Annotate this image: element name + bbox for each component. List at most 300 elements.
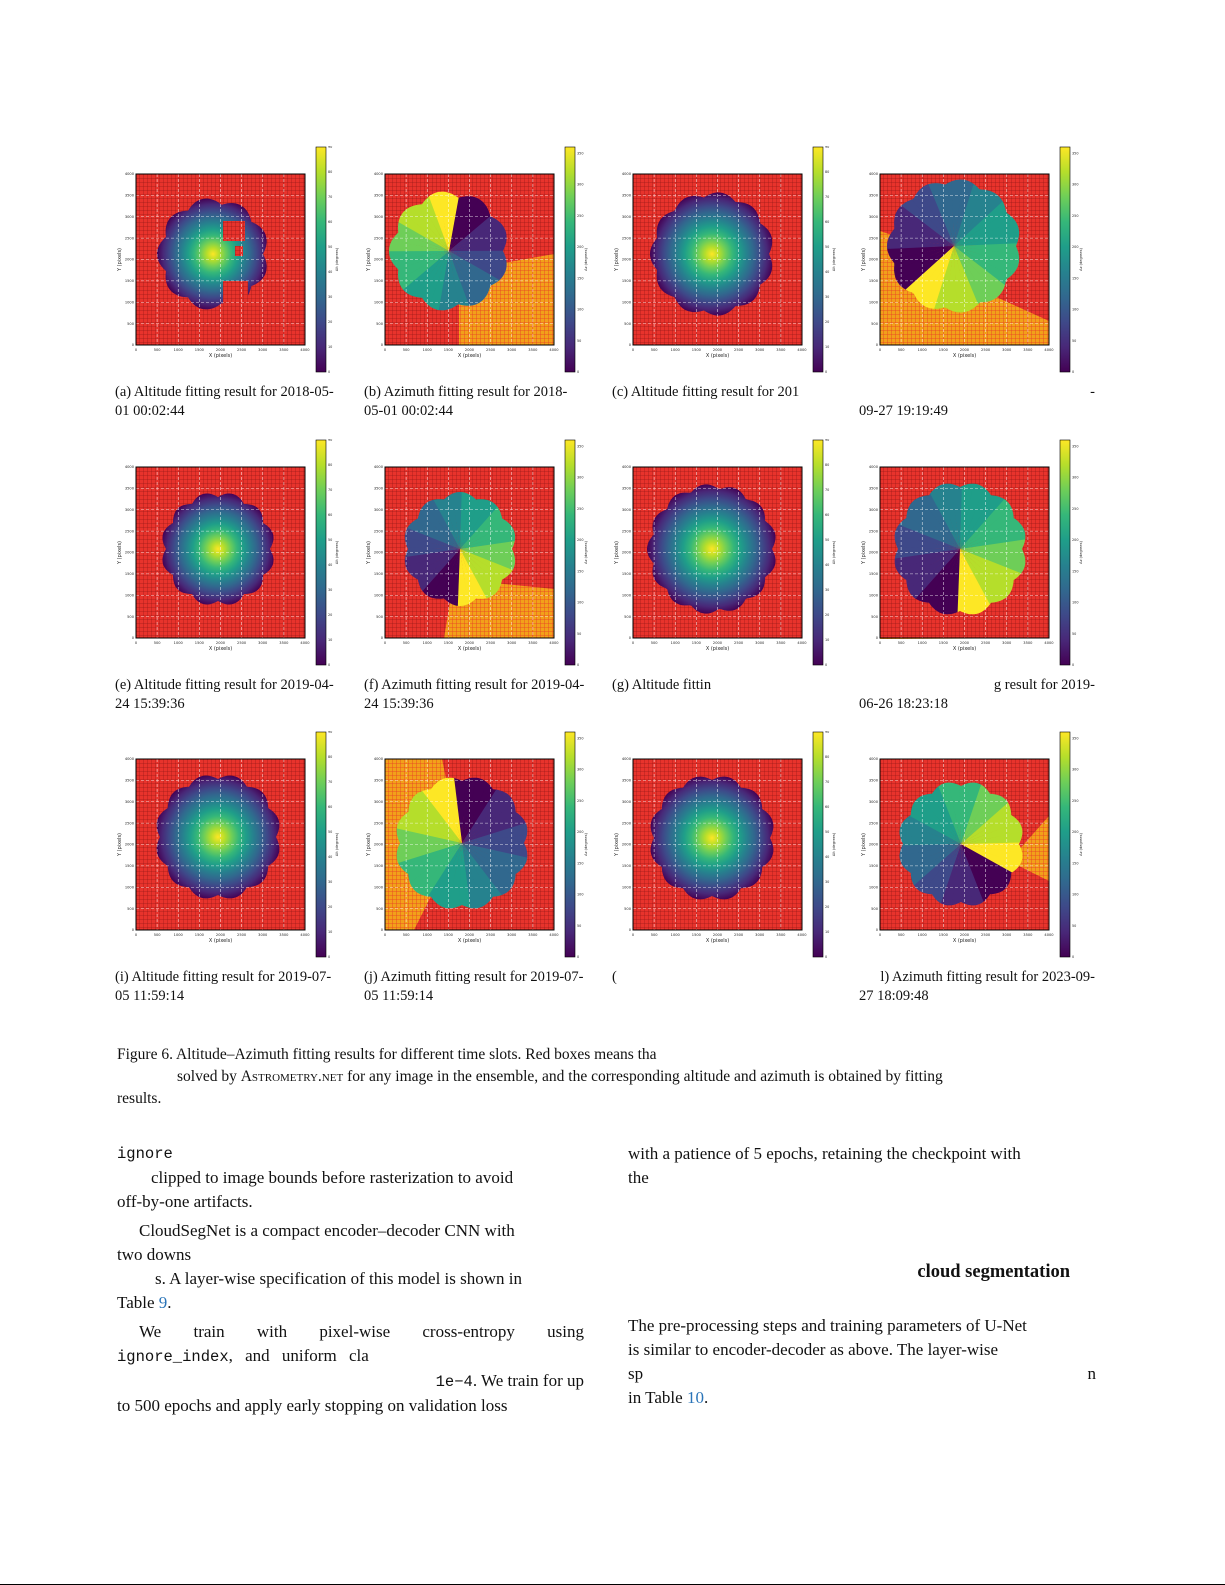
left-p3-line2-post: , and uniform cla xyxy=(228,1346,369,1365)
x-tick-label: 3000 xyxy=(507,348,517,352)
subcaption-c-line1: (c) Altitude fitting result for 201 xyxy=(612,384,800,400)
subcaption-l-line1: l) Azimuth fitting result for 2023-09- xyxy=(880,969,1095,985)
plot-svg-i xyxy=(115,731,355,961)
colorbar-tick-label: 40 xyxy=(328,270,333,275)
table-9-link[interactable]: 9 xyxy=(158,1293,168,1312)
left-p3-line4: to 500 epochs and apply early stopping on validation loss xyxy=(117,1396,508,1415)
y-tick-label: 1000 xyxy=(373,593,383,598)
plot-svg-l xyxy=(859,731,1099,961)
colorbar-label: Alt (degrees) xyxy=(335,247,339,272)
y-axis-label: Y (pixels) xyxy=(117,833,123,856)
learning-rate-math: 1e−4 xyxy=(435,1373,473,1391)
colorbar-tick-label: 350 xyxy=(1072,736,1079,741)
x-tick-label: 2000 xyxy=(215,933,226,937)
colorbar-tick-label: 200 xyxy=(1072,538,1079,543)
y-axis-label: Y (pixels) xyxy=(366,833,372,856)
y-axis-label: Y (pixels) xyxy=(117,541,123,564)
x-tick-label: 0 xyxy=(631,348,635,352)
colorbar-tick-label: 0 xyxy=(577,663,580,668)
y-tick-label: 500 xyxy=(376,906,383,911)
fitting-plot-d xyxy=(859,146,1099,376)
subcaption-j-line1: (j) Azimuth fitting result for 2019-07- xyxy=(364,969,584,985)
x-tick-label: 1000 xyxy=(422,348,432,352)
y-tick-label: 0 xyxy=(628,928,631,933)
y-tick-label: 500 xyxy=(871,906,878,911)
x-tick-label: 2500 xyxy=(734,641,744,645)
x-tick-label: 4000 xyxy=(797,641,807,645)
x-tick-label: 4000 xyxy=(300,933,310,937)
colorbar-tick-label: 0 xyxy=(825,663,828,668)
colorbar-c xyxy=(813,147,823,372)
subcaption-b xyxy=(364,383,600,421)
colorbar-tick-label: 40 xyxy=(825,855,830,860)
colorbar-label: Alt (degrees) xyxy=(832,247,836,272)
y-tick-label: 1500 xyxy=(373,864,383,869)
right-p2-line4 xyxy=(628,1386,1096,1410)
y-tick-label: 2500 xyxy=(868,821,878,826)
x-tick-label: 500 xyxy=(650,348,658,352)
x-tick-label: 3000 xyxy=(258,933,268,937)
y-tick-label: 2000 xyxy=(124,257,134,262)
colorbar-tick-label: 200 xyxy=(1072,245,1079,250)
colorbar-tick-label: 0 xyxy=(328,955,331,960)
y-tick-label: 2000 xyxy=(373,842,383,847)
x-tick-label: 3000 xyxy=(755,933,765,937)
colorbar-tick-label: 300 xyxy=(577,182,584,187)
colorbar-label: Alt (degrees) xyxy=(335,832,339,857)
colorbar-tick-label: 100 xyxy=(1072,600,1079,605)
x-tick-label: 2000 xyxy=(959,933,970,937)
subcaption-i-line1: (i) Altitude fitting result for 2019-07- xyxy=(115,969,332,985)
x-tick-label: 2000 xyxy=(959,641,970,645)
x-tick-label: 500 xyxy=(897,348,905,352)
colorbar-a xyxy=(316,147,326,372)
y-tick-label: 2000 xyxy=(868,257,878,262)
x-tick-label: 4000 xyxy=(797,933,807,937)
colorbar-tick-label: 90 xyxy=(825,731,830,735)
x-tick-label: 4000 xyxy=(549,933,559,937)
x-tick-label: 0 xyxy=(878,348,882,352)
x-axis-label: X (pixels) xyxy=(705,938,730,944)
x-tick-label: 3000 xyxy=(1002,641,1012,645)
colorbar-tick-label: 350 xyxy=(577,736,584,741)
y-tick-label: 500 xyxy=(127,614,134,619)
left-p2-line3: s. A layer-wise specification of this model is shown in xyxy=(155,1269,522,1288)
colorbar-tick-label: 30 xyxy=(328,295,333,300)
y-axis-label: Y (pixels) xyxy=(861,248,867,271)
y-tick-label: 1500 xyxy=(373,572,383,577)
x-tick-label: 3500 xyxy=(528,933,538,937)
x-axis-label: X (pixels) xyxy=(457,938,482,944)
y-tick-label: 500 xyxy=(624,614,631,619)
y-tick-label: 0 xyxy=(380,636,383,641)
x-axis-label: X (pixels) xyxy=(952,353,977,359)
colorbar-j xyxy=(565,732,575,957)
colorbar-tick-label: 10 xyxy=(328,638,333,643)
subcaption-a xyxy=(115,383,351,421)
x-tick-label: 2000 xyxy=(712,348,723,352)
y-tick-label: 3000 xyxy=(373,214,383,219)
x-tick-label: 1500 xyxy=(938,641,948,645)
x-tick-label: 0 xyxy=(134,348,138,352)
plot-svg-c xyxy=(612,146,852,376)
colorbar-label: Az (degrees) xyxy=(584,541,588,564)
x-tick-label: 0 xyxy=(134,933,138,937)
colorbar-tick-label: 150 xyxy=(1072,569,1079,574)
y-tick-label: 2500 xyxy=(373,529,383,534)
y-tick-label: 0 xyxy=(131,343,134,348)
fitting-plot-k xyxy=(612,731,852,961)
colorbar-tick-label: 20 xyxy=(825,613,830,618)
x-tick-label: 2500 xyxy=(734,933,744,937)
y-axis-label: Y (pixels) xyxy=(366,248,372,271)
colorbar-tick-label: 150 xyxy=(577,569,584,574)
fitting-plot-c xyxy=(612,146,852,376)
y-tick-label: 3500 xyxy=(621,778,631,783)
x-tick-label: 3000 xyxy=(1002,348,1012,352)
y-tick-label: 2000 xyxy=(621,257,631,262)
x-tick-label: 2000 xyxy=(712,933,723,937)
colorbar-tick-label: 70 xyxy=(825,488,830,493)
colorbar-tick-label: 10 xyxy=(825,638,830,643)
colorbar-tick-label: 30 xyxy=(825,295,830,300)
table-10-link[interactable]: 10 xyxy=(686,1388,704,1407)
colorbar-tick-label: 40 xyxy=(328,855,333,860)
colorbar-tick-label: 50 xyxy=(328,245,333,250)
x-tick-label: 2000 xyxy=(215,348,226,352)
x-tick-label: 4000 xyxy=(549,641,559,645)
y-tick-label: 1000 xyxy=(373,300,383,305)
y-tick-label: 3000 xyxy=(621,799,631,804)
colorbar-tick-label: 40 xyxy=(825,563,830,568)
colorbar-tick-label: 50 xyxy=(825,830,830,835)
y-tick-label: 2000 xyxy=(868,842,878,847)
colorbar-tick-label: 80 xyxy=(825,170,830,175)
right-p2-line3-b: n xyxy=(1087,1364,1096,1383)
left-p1-line3: off-by-one artifacts. xyxy=(117,1192,253,1211)
colorbar-i xyxy=(316,732,326,957)
fitting-plot-a xyxy=(115,146,355,376)
right-p2-line4-pre: in Table xyxy=(628,1388,687,1407)
subcaption-d-line2: 09-27 19:19:49 xyxy=(859,403,949,419)
colorbar-tick-label: 100 xyxy=(577,600,584,605)
subcaption-k xyxy=(612,968,848,987)
figure-caption-pre: solved by xyxy=(177,1068,241,1085)
x-tick-label: 0 xyxy=(631,933,635,937)
left-p3-line3 xyxy=(117,1369,584,1394)
colorbar-tick-label: 50 xyxy=(328,538,333,543)
y-tick-label: 4000 xyxy=(373,465,383,470)
x-axis-label: X (pixels) xyxy=(457,646,482,652)
x-tick-label: 3500 xyxy=(776,641,786,645)
figure-caption-line3: results. xyxy=(117,1090,162,1107)
y-tick-label: 1500 xyxy=(621,572,631,577)
x-tick-label: 500 xyxy=(153,348,161,352)
altitude-blob-e xyxy=(163,494,274,605)
subcaption-j xyxy=(364,968,600,1006)
colorbar-tick-label: 30 xyxy=(328,588,333,593)
left-p1-line2: clipped to image bounds before rasterization to avoid xyxy=(151,1168,514,1187)
plot-svg-j xyxy=(364,731,604,961)
x-axis-label: X (pixels) xyxy=(705,353,730,359)
x-tick-label: 500 xyxy=(650,641,658,645)
right-p2-line1: The pre-processing steps and training parameters of U-Net xyxy=(628,1316,1027,1335)
x-tick-label: 3500 xyxy=(776,933,786,937)
y-tick-label: 2500 xyxy=(868,236,878,241)
colorbar-tick-label: 80 xyxy=(825,755,830,760)
y-tick-label: 4000 xyxy=(621,757,631,762)
y-tick-label: 0 xyxy=(131,928,134,933)
colorbar-tick-label: 350 xyxy=(577,151,584,156)
subcaption-h-line1: g result for 2019- xyxy=(993,677,1095,693)
y-tick-label: 1500 xyxy=(868,864,878,869)
fitting-plot-h xyxy=(859,439,1099,669)
y-tick-label: 1000 xyxy=(621,300,631,305)
x-tick-label: 4000 xyxy=(300,641,310,645)
x-tick-label: 3000 xyxy=(258,348,268,352)
y-tick-label: 4000 xyxy=(868,172,878,177)
plot-svg-h xyxy=(859,439,1099,669)
colorbar-tick-label: 20 xyxy=(825,905,830,910)
y-tick-label: 3000 xyxy=(124,799,134,804)
x-tick-label: 4000 xyxy=(1044,933,1054,937)
x-tick-label: 1500 xyxy=(194,641,204,645)
y-tick-label: 2000 xyxy=(621,550,631,555)
x-tick-label: 1000 xyxy=(670,933,680,937)
colorbar-tick-label: 30 xyxy=(328,880,333,885)
colorbar-tick-label: 50 xyxy=(577,338,582,343)
colorbar-tick-label: 350 xyxy=(1072,444,1079,449)
y-tick-label: 500 xyxy=(871,321,878,326)
x-tick-label: 500 xyxy=(153,933,161,937)
x-axis-label: X (pixels) xyxy=(208,938,233,944)
x-tick-label: 500 xyxy=(402,348,410,352)
colorbar-tick-label: 10 xyxy=(825,345,830,350)
colorbar-tick-label: 0 xyxy=(577,370,580,375)
y-tick-label: 3500 xyxy=(621,486,631,491)
y-tick-label: 1500 xyxy=(124,279,134,284)
y-tick-label: 2000 xyxy=(373,550,383,555)
x-tick-label: 3000 xyxy=(507,933,517,937)
y-tick-label: 3000 xyxy=(868,799,878,804)
y-axis-label: Y (pixels) xyxy=(614,833,620,856)
left-p3-line3-post: . We train for up xyxy=(472,1371,584,1390)
x-tick-label: 1500 xyxy=(194,348,204,352)
left-p2-line1: CloudSegNet is a compact encoder–decoder CNN with xyxy=(139,1221,515,1240)
ignore-index-code: ignore_index xyxy=(117,1348,229,1366)
colorbar-tick-label: 0 xyxy=(328,370,331,375)
x-tick-label: 2500 xyxy=(237,641,247,645)
colorbar-g xyxy=(813,440,823,665)
y-axis-label: Y (pixels) xyxy=(117,248,123,271)
x-tick-label: 3000 xyxy=(755,641,765,645)
y-tick-label: 4000 xyxy=(621,465,631,470)
x-tick-label: 2000 xyxy=(215,641,226,645)
colorbar-tick-label: 0 xyxy=(577,955,580,960)
y-tick-label: 1000 xyxy=(373,885,383,890)
y-tick-label: 500 xyxy=(871,614,878,619)
colorbar-label: Az (degrees) xyxy=(1079,248,1083,271)
x-axis-label: X (pixels) xyxy=(208,646,233,652)
figure-caption-line1: Figure 6. Altitude–Azimuth fitting results for different time slots. Red boxes means tha xyxy=(117,1046,657,1063)
subcaption-b-line1: (b) Azimuth fitting result for 2018- xyxy=(364,384,568,400)
colorbar-tick-label: 60 xyxy=(328,805,333,810)
x-tick-label: 1500 xyxy=(443,641,453,645)
x-tick-label: 2500 xyxy=(734,348,744,352)
y-tick-label: 2500 xyxy=(124,529,134,534)
y-tick-label: 4000 xyxy=(124,757,134,762)
y-tick-label: 3500 xyxy=(373,193,383,198)
left-p3-line2 xyxy=(117,1344,584,1369)
x-tick-label: 2500 xyxy=(486,933,496,937)
x-tick-label: 3500 xyxy=(279,641,289,645)
y-tick-label: 1500 xyxy=(124,864,134,869)
x-tick-label: 1500 xyxy=(691,641,701,645)
colorbar-tick-label: 250 xyxy=(1072,506,1079,511)
colorbar-tick-label: 150 xyxy=(1072,861,1079,866)
y-axis-label: Y (pixels) xyxy=(614,541,620,564)
subcaption-a-line1: (a) Altitude fitting result for 2018-05- xyxy=(115,384,334,400)
colorbar-tick-label: 90 xyxy=(328,731,333,735)
x-tick-label: 500 xyxy=(402,933,410,937)
y-tick-label: 4000 xyxy=(373,757,383,762)
y-tick-label: 4000 xyxy=(124,172,134,177)
x-tick-label: 0 xyxy=(878,641,882,645)
colorbar-tick-label: 100 xyxy=(577,307,584,312)
colorbar-tick-label: 50 xyxy=(825,538,830,543)
colorbar-tick-label: 90 xyxy=(328,146,333,150)
x-tick-label: 3500 xyxy=(528,348,538,352)
subcaption-f-line2: 24 15:39:36 xyxy=(364,696,434,712)
section-heading: cloud segmentation xyxy=(917,1262,1070,1282)
x-tick-label: 1000 xyxy=(670,641,680,645)
subcaption-l xyxy=(859,968,1095,1006)
colorbar-tick-label: 60 xyxy=(328,513,333,518)
y-tick-label: 2500 xyxy=(621,821,631,826)
right-p2-line3-a: sp xyxy=(628,1364,644,1383)
fitting-plot-g xyxy=(612,439,852,669)
x-tick-label: 1500 xyxy=(691,348,701,352)
y-tick-label: 0 xyxy=(875,636,878,641)
y-tick-label: 1000 xyxy=(868,300,878,305)
y-tick-label: 1500 xyxy=(621,279,631,284)
subcaption-k-line1: ( xyxy=(612,969,617,985)
y-tick-label: 1500 xyxy=(373,279,383,284)
colorbar-tick-label: 100 xyxy=(1072,307,1079,312)
colorbar-tick-label: 250 xyxy=(1072,798,1079,803)
figure-caption-line2 xyxy=(117,1066,1109,1088)
colorbar-label: Alt (degrees) xyxy=(335,540,339,565)
x-axis-label: X (pixels) xyxy=(457,353,482,359)
x-tick-label: 2000 xyxy=(959,348,970,352)
colorbar-tick-label: 150 xyxy=(577,861,584,866)
y-tick-label: 3000 xyxy=(868,214,878,219)
y-tick-label: 2000 xyxy=(373,257,383,262)
colorbar-tick-label: 90 xyxy=(328,439,333,443)
colorbar-tick-label: 150 xyxy=(1072,276,1079,281)
colorbar-tick-label: 100 xyxy=(577,892,584,897)
figure-caption xyxy=(117,1044,1109,1110)
colorbar-tick-label: 50 xyxy=(577,923,582,928)
subcaption-a-line2: 01 00:02:44 xyxy=(115,403,185,419)
y-tick-label: 3500 xyxy=(124,778,134,783)
y-tick-label: 0 xyxy=(875,928,878,933)
y-tick-label: 500 xyxy=(376,614,383,619)
left-p2-line4 xyxy=(117,1291,584,1315)
colorbar-tick-label: 80 xyxy=(328,170,333,175)
fitting-plot-f xyxy=(364,439,604,669)
y-tick-label: 3500 xyxy=(124,193,134,198)
colorbar-tick-label: 80 xyxy=(825,463,830,468)
x-tick-label: 0 xyxy=(383,641,387,645)
x-tick-label: 3500 xyxy=(279,348,289,352)
colorbar-f xyxy=(565,440,575,665)
y-tick-label: 2000 xyxy=(124,550,134,555)
y-tick-label: 2500 xyxy=(621,529,631,534)
colorbar-b xyxy=(565,147,575,372)
subcaption-f xyxy=(364,676,600,714)
colorbar-tick-label: 50 xyxy=(577,631,582,636)
y-tick-label: 0 xyxy=(380,928,383,933)
y-tick-label: 4000 xyxy=(373,172,383,177)
y-tick-label: 1000 xyxy=(621,885,631,890)
colorbar-tick-label: 250 xyxy=(1072,213,1079,218)
plot-svg-f xyxy=(364,439,604,669)
colorbar-tick-label: 50 xyxy=(1072,338,1077,343)
colorbar-tick-label: 0 xyxy=(825,370,828,375)
colorbar-tick-label: 350 xyxy=(577,444,584,449)
y-tick-label: 500 xyxy=(127,321,134,326)
subcaption-b-line2: 05-01 00:02:44 xyxy=(364,403,454,419)
plot-svg-g xyxy=(612,439,852,669)
y-tick-label: 3500 xyxy=(868,778,878,783)
x-tick-label: 4000 xyxy=(797,348,807,352)
y-tick-label: 500 xyxy=(624,906,631,911)
x-tick-label: 500 xyxy=(153,641,161,645)
subcaption-h-line2: 06-26 18:23:18 xyxy=(859,696,949,712)
y-tick-label: 2500 xyxy=(621,236,631,241)
fitting-plot-b xyxy=(364,146,604,376)
x-axis-label: X (pixels) xyxy=(208,353,233,359)
colorbar-tick-label: 100 xyxy=(1072,892,1079,897)
x-tick-label: 2500 xyxy=(981,641,991,645)
colorbar-tick-label: 40 xyxy=(328,563,333,568)
x-tick-label: 0 xyxy=(878,933,882,937)
y-tick-label: 500 xyxy=(624,321,631,326)
plot-svg-k xyxy=(612,731,852,961)
x-tick-label: 3500 xyxy=(1023,348,1033,352)
x-tick-label: 1500 xyxy=(691,933,701,937)
left-p2-line4-pre: Table xyxy=(117,1293,159,1312)
left-p2-line2: two downs xyxy=(117,1245,192,1264)
x-tick-label: 0 xyxy=(134,641,138,645)
colorbar-tick-label: 50 xyxy=(825,245,830,250)
x-axis-label: X (pixels) xyxy=(705,646,730,652)
x-axis-label: X (pixels) xyxy=(952,646,977,652)
y-tick-label: 1500 xyxy=(124,572,134,577)
y-tick-label: 3000 xyxy=(373,507,383,512)
subcaption-g xyxy=(612,676,848,695)
x-tick-label: 3500 xyxy=(1023,933,1033,937)
colorbar-tick-label: 10 xyxy=(328,930,333,935)
left-p3-line1: We train with pixel-wise cross-entropy using xyxy=(139,1322,584,1341)
subcaption-e-line2: 24 15:39:36 xyxy=(115,696,185,712)
x-tick-label: 1500 xyxy=(194,933,204,937)
right-p1-line1: with a patience of 5 epochs, retaining the checkpoint with xyxy=(628,1144,1021,1163)
y-tick-label: 3000 xyxy=(621,507,631,512)
y-tick-label: 3500 xyxy=(868,486,878,491)
y-tick-label: 0 xyxy=(875,343,878,348)
